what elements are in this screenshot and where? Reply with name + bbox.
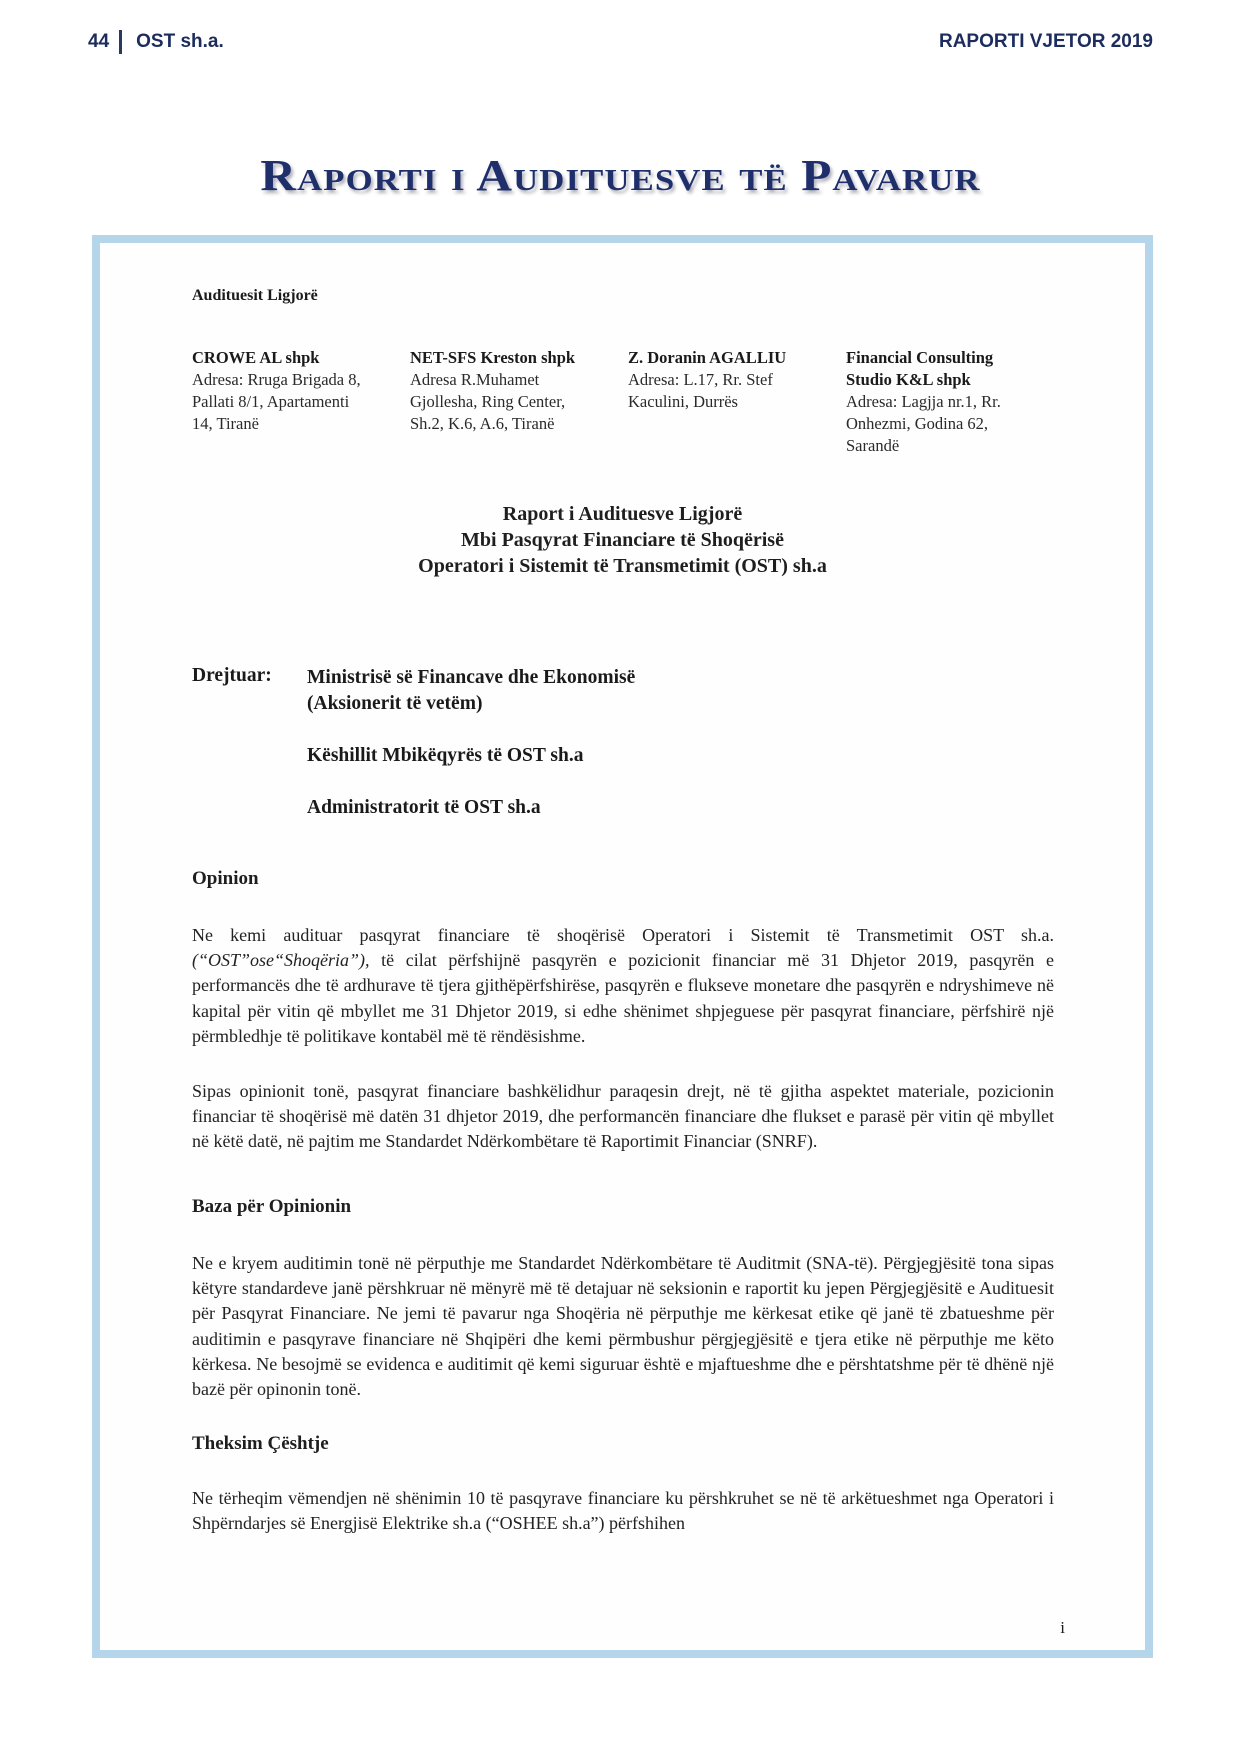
report-title-line: Operatori i Sistemit të Transmetimit (OST) sh.a <box>418 555 827 577</box>
auditor-address-line: Adresa R.Muhamet <box>410 370 540 389</box>
auditor-agalliu <box>628 347 846 457</box>
addressed-to-label: Drejtuar: <box>192 665 272 686</box>
text-run: Ne kemi audituar pasqyrat financiare të shoqërisë Operatori i Sistemit të Transmetimit OST sh.a. <box>192 925 1054 945</box>
scanned-document <box>100 243 1145 1650</box>
auditor-name: Financial Consulting Studio K&L shpk <box>846 348 994 389</box>
auditors-list <box>192 347 1052 457</box>
auditor-kreston <box>410 347 628 457</box>
text-run-italic: (“OST”ose“Shoqëria”), <box>192 950 370 971</box>
opinion-paragraph-1 <box>192 923 1054 1049</box>
opinion-heading: Opinion <box>192 868 259 889</box>
recipients-list <box>307 665 1007 847</box>
document-page-number: i <box>1060 1618 1065 1637</box>
auditor-address-line: Adresa: L.17, Rr. Stef <box>628 370 773 389</box>
recipient-ministry <box>307 665 1007 717</box>
auditor-name: CROWE AL shpk <box>192 348 320 367</box>
auditor-name: NET-SFS Kreston shpk <box>410 348 576 367</box>
auditor-address-line: Sh.2, K.6, A.6, Tiranë <box>410 414 555 433</box>
auditor-address-line: 14, Tiranë <box>192 414 259 433</box>
emphasis-heading: Theksim Çështje <box>192 1433 329 1454</box>
auditor-address-line: Kaculini, Durrës <box>628 392 738 411</box>
recipient-line: (Aksionerit të vetëm) <box>307 693 483 714</box>
scanned-document-frame <box>92 235 1153 1658</box>
auditor-kl <box>846 347 1036 457</box>
report-title-line: Mbi Pasqyrat Financiare të Shoqërisë <box>461 529 784 551</box>
auditor-crowe <box>192 347 410 457</box>
page-number: 44 <box>88 31 110 52</box>
recipient-administrator: Administratorit të OST sh.a <box>307 797 541 818</box>
page-header <box>0 30 1241 64</box>
company-name: OST sh.a. <box>136 31 224 52</box>
recipient-line: Ministrisë së Financave dhe Ekonomisë <box>307 667 636 688</box>
basis-paragraph: Ne e kryem auditimin tonë në përputhje me Standardet Ndërkombëtare të Auditmit (SNA-të). Përgjegjësitë tona sipas këtyre standardeve janë përshkruar në mënyrë më të detajuar në seksionin e raportit ku jepen Përgjegjësitë e Audituesit për Pasqyrat Financiare. Ne jemi të pavarur nga Shoqëria në përputhje me kërkesat etike që janë të zbatueshme për auditimin e pasqyrave financiare në Shqipëri dhe kemi përmbushur përgjegjësitë e tjera etike në përputhje me këto kërkesa. Ne besojmë se evidenca e auditimit që kemi siguruar është e mjaftueshme dhe e përshtatshme për të dhënë një bazë për opinonin tonë. <box>192 1253 1054 1400</box>
basis-heading: Baza për Opinionin <box>192 1196 352 1217</box>
report-title <box>100 501 1145 579</box>
emphasis-paragraph: Ne tërheqim vëmendjen në shënimin 10 të pasqyrave financiare ku përshkruhet se në të arkëtueshmet nga Operatori i Shpërndarjes së Energjisë Elektrike sh.a (“OSHEE sh.a”) përfshihen <box>192 1488 1054 1534</box>
auditors-heading: Audituesit Ligjorë <box>192 287 318 304</box>
header-divider <box>119 30 122 54</box>
auditor-name: Z. Doranin AGALLIU <box>628 348 787 367</box>
opinion-paragraph-2: Sipas opinionit tonë, pasqyrat financiare bashkëlidhur paraqesin drejt, në të gjitha aspektet materiale, pozicionin financiar të shoqërisë më datën 31 dhjetor 2019, dhe performancën financiare dhe flukset e parasë për vitin që mbyllet në këtë datë, në pajtim me Standardet Ndërkombëtare të Raportimit Financiar (SNRF). <box>192 1081 1054 1152</box>
header-left <box>88 30 224 54</box>
report-name: RAPORTI VJETOR 2019 <box>938 31 1153 52</box>
auditor-address-line: Adresa: Lagjja nr.1, Rr. <box>846 392 1001 411</box>
auditor-address-line: Pallati 8/1, Apartamenti <box>192 392 350 411</box>
text-run: të cilat përfshijnë pasqyrën e pozicionit financiar më 31 Dhjetor 2019, pasqyrën e performancës dhe të ardhurave të tjera gjithëpërfshirëse, pasqyrën e flukseve monetare dhe pasqyrën e ndryshimeve në kapital për vitin që mbyllet me 31 Dhjetor 2019, si edhe shënimet shpjeguese për pasqyrat financiare, përfshirë një përmbledhje të politikave kontabël më të rëndësishme. <box>192 950 1054 1046</box>
auditor-address-line: Gjollesha, Ring Center, <box>410 392 566 411</box>
auditor-address-line: Sarandë <box>846 436 900 455</box>
report-title-line: Raport i Audituesve Ligjorë <box>502 503 743 525</box>
auditor-address-line: Onhezmi, Godina 62, <box>846 414 989 433</box>
auditor-address-line: Adresa: Rruga Brigada 8, <box>192 370 361 389</box>
page-title: Raporti i Audituesve të Pavarur <box>260 151 981 200</box>
recipient-supervisory-board: Këshillit Mbikëqyrës të OST sh.a <box>307 745 584 766</box>
